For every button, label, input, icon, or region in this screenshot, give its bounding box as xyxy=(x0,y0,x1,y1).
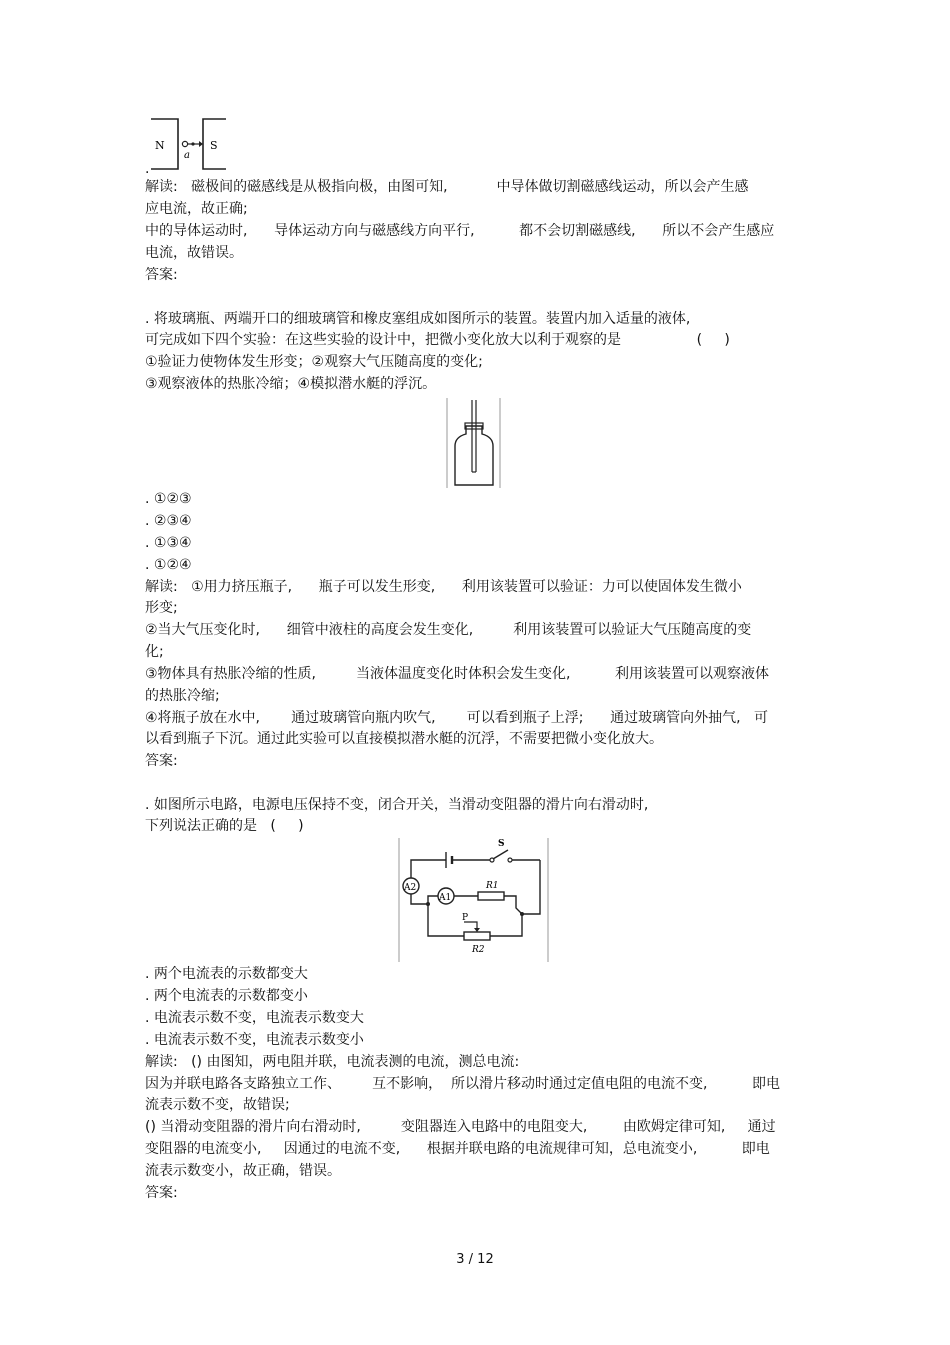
option-line: . ②③④ xyxy=(145,513,192,529)
text-line: 因为并联电路各支路独立工作、 互不影响， 所以滑片移动时通过定值电阻的电流不变, 即电 xyxy=(145,1076,781,1092)
text-line: 下列说法正确的是 ( ) xyxy=(145,818,304,834)
option-line: . 电流表示数不变，电流表示数变小 xyxy=(145,1032,364,1048)
option-line: . 电流表示数不变，电流表示数变大 xyxy=(145,1010,364,1026)
text-line: 以看到瓶子下沉。通过此实验可以直接模拟潜水艇的沉浮，不需要把微小变化放大。 xyxy=(145,731,663,747)
text-line: 流表示数变小，故正确，错误。 xyxy=(145,1163,341,1179)
text-line: 形变; xyxy=(145,600,178,616)
text-line: . 如图所示电路，电源电压保持不变，闭合开关，当滑动变阻器的滑片向右滑动时, xyxy=(145,797,649,813)
fig3-r1-label: R1 xyxy=(486,881,499,891)
option-line: . 两个电流表的示数都变大 xyxy=(145,966,308,982)
text-line: 化; xyxy=(145,644,164,660)
text-line: 应电流，故正确; xyxy=(145,201,248,217)
option-line: . ①③④ xyxy=(145,535,192,551)
fig3-s-label: S xyxy=(498,839,505,849)
text-line: 变阻器的电流变小, 因通过的电流不变, 根据并联电路的电流规律可知，总电流变小, 即电 xyxy=(145,1141,770,1157)
text-line: 解读: ①用力挤压瓶子, 瓶子可以发生形变, 利用该装置可以验证：力可以使固体发生微小 xyxy=(145,579,742,595)
fig3-a1-label: A1 xyxy=(439,893,452,903)
text-line: 答案: xyxy=(145,1185,178,1201)
circuit-figure xyxy=(398,836,550,964)
page-number: 3 / 12 xyxy=(456,1252,494,1267)
text-line: 可完成如下四个实验：在这些实验的设计中，把微小变化放大以利于观察的是 ( ) xyxy=(145,332,730,348)
fig3-a2-label: A2 xyxy=(404,883,417,893)
text-line: 解读: () 由图知，两电阻并联，电流表测的电流，测总电流: xyxy=(145,1054,520,1070)
text-line: 解读: 磁极间的磁感线是从极指向极，由图可知, 中导体做切割磁感线运动，所以会产生感 xyxy=(145,179,749,195)
fig3-p-label: P xyxy=(462,913,469,923)
fig3-r2-label: R2 xyxy=(472,945,485,955)
text-line: 的热胀冷缩; xyxy=(145,688,220,704)
text-line: . xyxy=(145,161,150,177)
option-line: . ①②③ xyxy=(145,491,192,507)
bottle-figure xyxy=(446,396,502,490)
text-line: ③观察液体的热胀冷缩；④模拟潜水艇的浮沉。 xyxy=(145,376,437,392)
fig1-n-label: N xyxy=(155,139,165,152)
text-line: . 将玻璃瓶、两端开口的细玻璃管和橡皮塞组成如图所示的装置。装置内加入适量的液体, xyxy=(145,311,691,327)
text-line: 电流，故错误。 xyxy=(145,245,243,261)
text-line: ④将瓶子放在水中, 通过玻璃管向瓶内吹气, 可以看到瓶子上浮; 通过玻璃管向外抽气, 可 xyxy=(145,710,768,726)
magnet-figure xyxy=(148,117,228,171)
option-line: . 两个电流表的示数都变小 xyxy=(145,988,308,1004)
text-line: 中的导体运动时, 导体运动方向与磁感线方向平行, 都不会切割磁感线, 所以不会产生感应 xyxy=(145,223,775,239)
fig1-a-label: a xyxy=(184,150,190,161)
text-line: ②当大气压变化时, 细管中液柱的高度会发生变化, 利用该装置可以验证大气压随高度的变 xyxy=(145,622,752,638)
option-line: . ①②④ xyxy=(145,557,192,573)
text-line: 答案: xyxy=(145,753,178,769)
text-line: ①验证力使物体发生形变；②观察大气压随高度的变化; xyxy=(145,354,483,370)
text-line: ③物体具有热胀冷缩的性质, 当液体温度变化时体积会发生变化, 利用该装置可以观察液体 xyxy=(145,666,770,682)
text-line: () 当滑动变阻器的滑片向右滑动时, 变阻器连入电路中的电阻变大, 由欧姆定律可知, 通过 xyxy=(145,1119,776,1135)
text-line: 流表示数不变，故错误; xyxy=(145,1097,290,1113)
fig1-s-label: S xyxy=(210,139,218,152)
text-line: 答案: xyxy=(145,267,178,283)
